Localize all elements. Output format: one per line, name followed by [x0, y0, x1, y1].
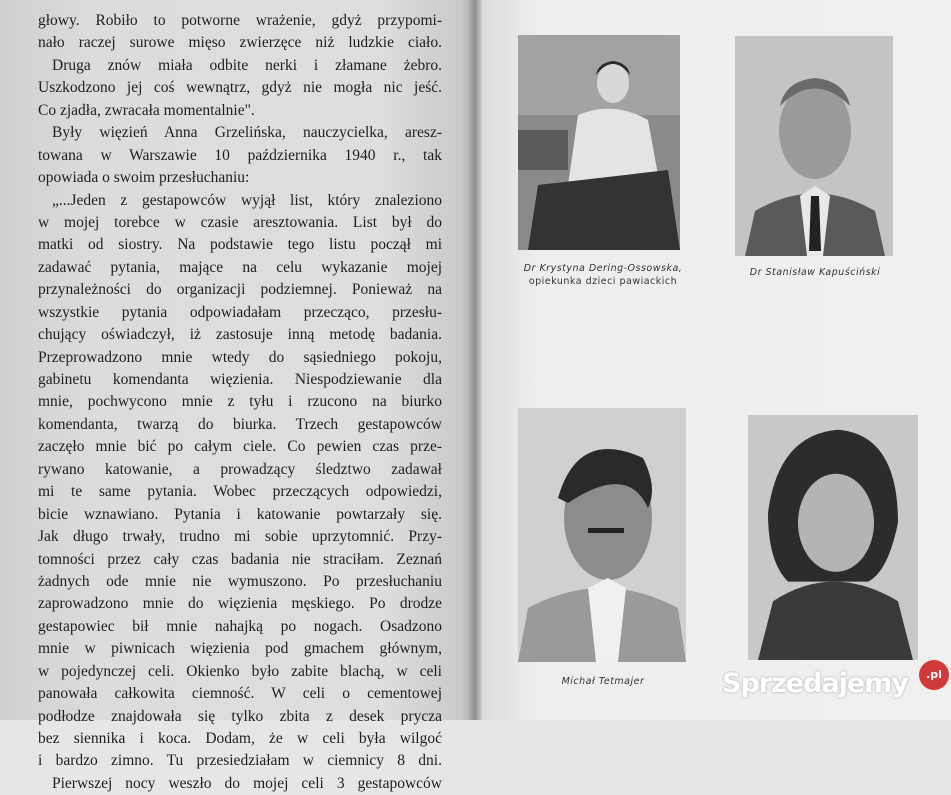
portrait-photo-kapuscinski — [735, 36, 893, 256]
left-page — [0, 0, 476, 792]
text-line: mnie, pochwycono mnie z tyłu i rzucono na biurko — [38, 393, 442, 411]
watermark-badge: .pl — [919, 660, 949, 690]
text-line: i bardzo zimno. Tu przesiedziałam w ciemnicy 8 dni. — [38, 752, 442, 770]
text-line: zaczęło mnie bić po całym ciele. Co pewien czas prze- — [38, 438, 442, 456]
text-line: matki od siostry. Na podstawie tego listu począł mi — [38, 236, 442, 254]
text-line: przynależności do organizacji podziemnej. Ponieważ na — [38, 281, 442, 299]
photo-caption-tetmajer: Michał Tetmajer — [561, 676, 645, 687]
watermark-logo: Sprzedajemy — [722, 668, 908, 699]
text-line: żadnych ode mnie nie wymuszono. Po przesłuchaniu — [38, 572, 442, 590]
book-gutter — [468, 0, 482, 720]
text-line: podłodze znajdowała się tylko zbita z desek prycza — [38, 707, 442, 725]
portrait-photo-dering-ossowska — [518, 35, 680, 250]
text-line: wszystkie pytania odpowiadałam przecząco, przesłu- — [38, 303, 442, 321]
text-line: gestapowiec bił mnie nahajką po nogach. Osadzono — [38, 617, 442, 635]
text-line: mi te same pytania. Wobec przeczących odpowiedzi, — [38, 483, 442, 501]
text-line: w pojedynczej celi. Okienko było zabite blachą, w celi — [38, 662, 442, 680]
text-line: gabinetu komendanta więzienia. Niespodziewanie dla — [38, 371, 442, 388]
text-line: Były więzień Anna Grzelińska, nauczycielka, aresz- — [52, 124, 442, 142]
caption-description: opiekunka dzieci pawiackich — [528, 276, 678, 287]
body-text — [38, 10, 442, 795]
text-line: Druga znów miała odbite nerki i złamane żebro. — [52, 56, 442, 74]
caption-name: Dr Krystyna Dering-Ossowska, — [523, 263, 683, 274]
photo-caption-kapuscinski: Dr Stanisław Kapuściński — [749, 267, 881, 278]
text-line: „...Jeden z gestapowców wyjął list, który znaleziono — [52, 191, 442, 209]
text-line: panowała całkowita ciemność. W celi o cementowej — [38, 685, 442, 703]
text-line: towana w Warszawie 10 października 1940 r., tak — [38, 146, 442, 164]
text-line: bez siennika i koca. Dodam, że w celi była wilgoć — [38, 730, 442, 747]
text-line: zaprowadzono mnie do więzienia męskiego. Po drodze — [38, 595, 442, 613]
text-line: nało raczej surowe mięso zwierzęce niż ludzkie ciało. — [38, 34, 442, 52]
text-line: mnie w piwnicach więzienia pod gmachem głównym, — [38, 640, 442, 658]
text-line: głowy. Robiło to potworne wrażenie, gdyż przypomi- — [38, 12, 442, 29]
text-line: opowiada o swoim przesłuchaniu: — [38, 169, 250, 187]
text-line: bicie wznawiano. Pytania i katowanie powtarzały się. — [38, 505, 442, 523]
text-line: Jak długo trwały, trudno mi sobie uprzytomnić. Przy- — [38, 528, 442, 546]
text-line: w mojej torebce w czasie aresztowania. List był do — [38, 213, 442, 231]
text-line: chujący oświadczył, iż zastosuje inną metodę badania. — [38, 326, 442, 344]
portrait-photo-tetmajer — [518, 408, 686, 662]
portrait-photo-woman — [748, 415, 918, 660]
text-line: Pierwszej nocy weszło do mojej celi 3 gestapowców — [52, 774, 442, 792]
text-line: tomności przez cały czas badania nie straciłam. Zeznań — [38, 550, 442, 568]
photo-caption-dering-ossowska — [500, 262, 706, 288]
text-line: Przeprowadzono mnie wtedy do sąsiedniego pokoju, — [38, 348, 442, 366]
text-line: zadawać pytania, mające na celu wykazanie mojej — [38, 258, 442, 276]
text-line: Co zjadła, zwracała momentalnie". — [38, 101, 255, 119]
text-line: komendanta, twarzą do biurka. Trzech gestapowców — [38, 415, 442, 433]
text-line: Uszkodzono jej coś wewnątrz, gdyż nie mogła nic jeść. — [38, 79, 442, 97]
text-line: rywano katowanie, a prowadzący śledztwo zadawał — [38, 460, 442, 478]
